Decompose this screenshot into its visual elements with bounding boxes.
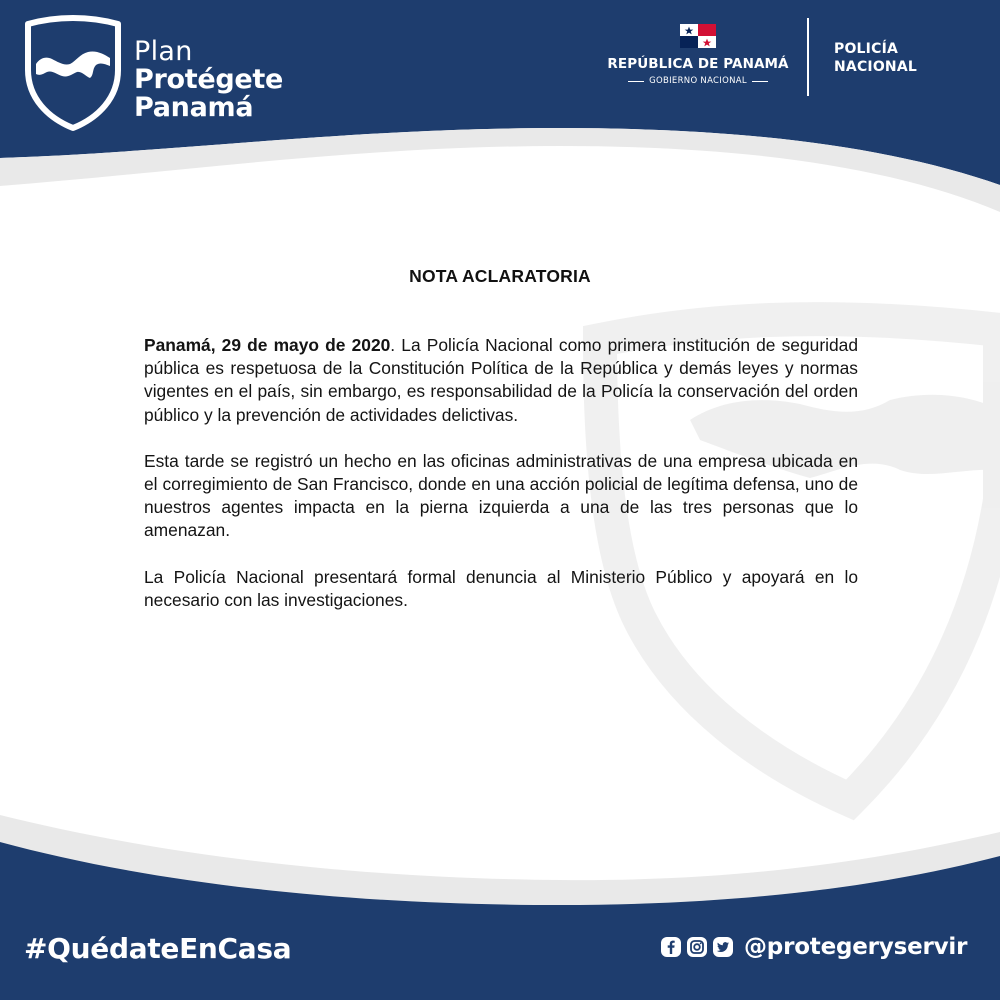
government-subtitle: GOBIERNO NACIONAL <box>649 76 747 86</box>
policia-nacional-logo <box>834 40 917 76</box>
facebook-icon[interactable] <box>660 936 682 958</box>
paragraph-3: La Policía Nacional presentará formal denuncia al Ministerio Público y apoyará en lo necesario con las investigaciones. <box>144 566 858 610</box>
plan-logo-line3: Panamá <box>134 92 254 123</box>
government-title: REPÚBLICA DE PANAMÁ <box>607 56 789 72</box>
government-subtitle-row <box>600 76 796 86</box>
instagram-icon[interactable] <box>686 936 708 958</box>
police-line1: POLICÍA <box>834 41 899 57</box>
hashtag-quedate-en-casa: #QuédateEnCasa <box>24 932 292 965</box>
divider-dash <box>752 81 768 82</box>
shield-map-icon <box>22 12 124 132</box>
social-media-bar <box>660 934 967 960</box>
plan-logo-line2: Protégete <box>134 64 284 95</box>
paragraph-1-text: . La Policía Nacional como primera institución de seguridad pública es respetuosa de la Constitución Política de la República y demás leyes y normas vigentes en el país, sin embargo, es responsabilidad de la Policía la conservación del orden público y la prevención de actividades delictivas. <box>144 335 858 425</box>
plan-protegete-logo <box>22 12 312 134</box>
divider-dash <box>628 81 644 82</box>
plan-logo-line1: Plan <box>134 36 193 67</box>
document-body <box>144 334 858 612</box>
paragraph-1 <box>144 334 858 427</box>
police-line2: NACIONAL <box>834 59 918 75</box>
government-logo <box>600 24 796 86</box>
document-title: NOTA ACLARATORIA <box>409 266 591 286</box>
paragraph-2: Esta tarde se registró un hecho en las oficinas administrativas de una empresa ubicada en el corregimiento de San Francisco, donde en una acción policial de legítima defensa, uno de nuestros agentes impacta en la pierna izquierda a una de las tres personas que lo amenazan. <box>144 450 858 541</box>
header-vertical-divider <box>807 18 809 96</box>
twitter-icon[interactable] <box>712 936 734 958</box>
panama-flag-icon <box>680 24 716 48</box>
plan-logo-text <box>134 38 283 121</box>
social-handle[interactable]: @protegeryservir <box>744 934 968 960</box>
dateline: Panamá, 29 de mayo de 2020 <box>144 335 391 355</box>
